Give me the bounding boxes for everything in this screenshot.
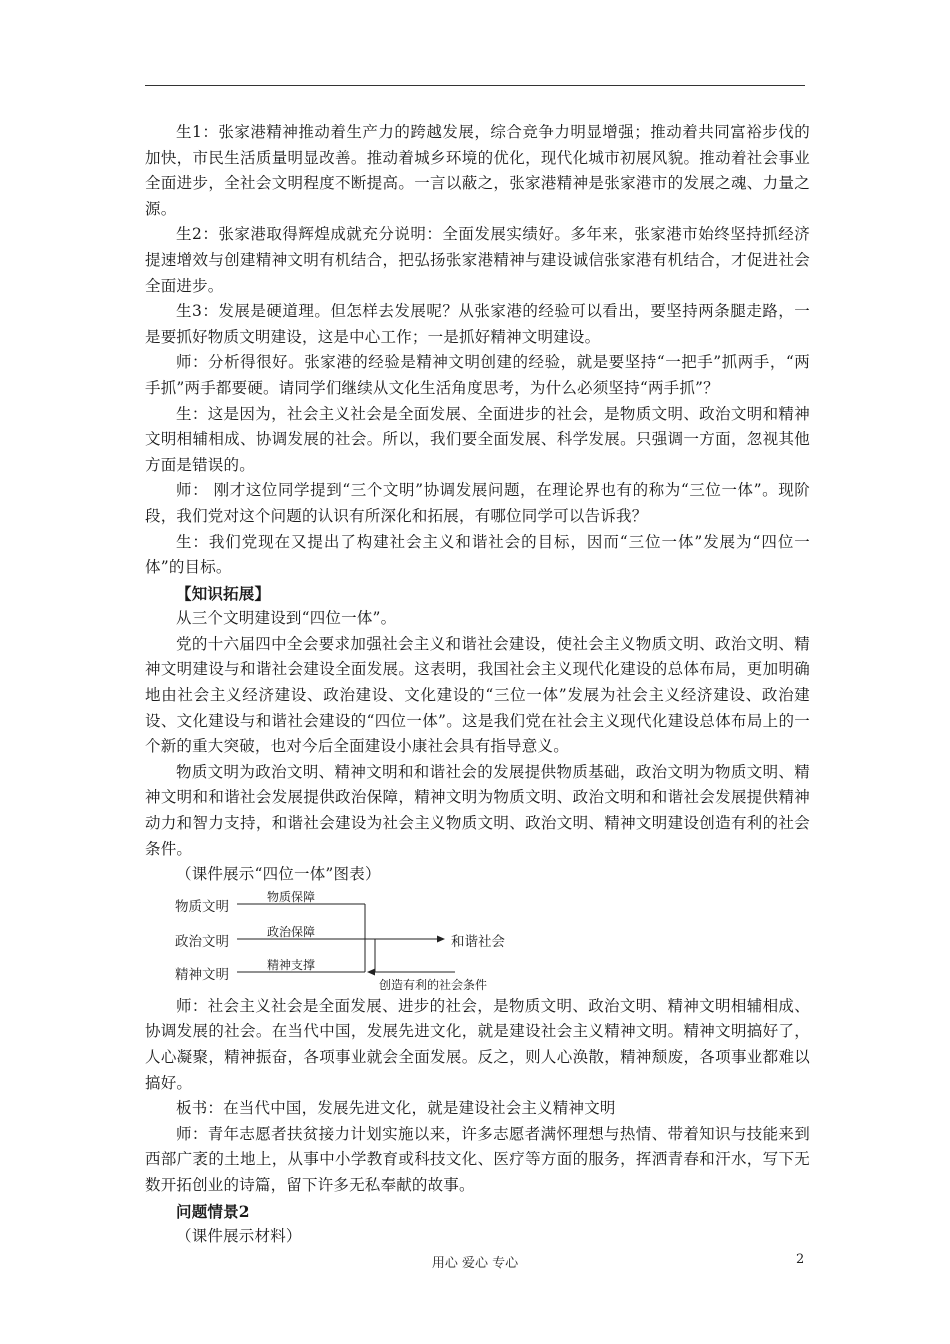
- diagram-edge-label: 物质保障: [267, 889, 316, 904]
- paragraph: 师：分析得很好。张家港的经验是精神文明创建的经验，就是要坚持“一把手”抓两手，“两手抓”两手都要硬。请同学们继续从文化生活角度思考，为什么必须坚持“两手抓”？: [145, 353, 810, 397]
- diagram-edge-label: 精神支撑: [267, 957, 316, 972]
- paragraph: 板书：在当代中国，发展先进文化，就是建设社会主义精神文明: [176, 1099, 616, 1118]
- diagram-node-harmony: 和谐社会: [451, 933, 505, 950]
- paragraph: 从三个文明建设到“四位一体”。: [176, 609, 397, 628]
- paragraph: 师：社会主义社会是全面发展、进步的社会，是物质文明、政治文明、精神文明相辅相成、协调发展的社会。在当代中国，发展先进文化，就是建设社会主义精神文明。精神文明搞好了，人心凝聚，精神振奋，各项事业就会全面发展。反之，则人心涣散，精神颓废，各项事业都难以搞好。: [145, 996, 810, 1092]
- paragraph: 生2：张家港取得辉煌成就充分说明：全面发展实绩好。多年来，张家港市始终坚持抓经济提速增效与创建精神文明有机结合，把弘扬张家港精神与建设诚信张家港有机结合，才促进社会全面进步。: [145, 225, 810, 295]
- section-heading: 问题情景2: [176, 1201, 250, 1221]
- diagram-node-political: 政治文明: [175, 933, 229, 950]
- page-number: 2: [796, 1252, 805, 1267]
- diagram-feedback-label: 创造有利的社会条件: [379, 977, 488, 992]
- diagram-node-material: 物质文明: [175, 898, 229, 915]
- paragraph: 师： 刚才这位同学提到“三个文明”协调发展问题，在理论界也有的称为“三位一体”。现阶段，我们党对这个问题的认识有所深化和拓展，有哪位同学可以告诉我？: [145, 481, 810, 525]
- diagram-edge-label: 政治保障: [267, 924, 316, 939]
- paragraph: 生1：张家港精神推动着生产力的跨越发展，综合竞争力明显增强；推动着共同富裕步伐的加快，市民生活质量明显改善。推动着城乡环境的优化，现代化城市初展风貌。推动着社会事业全面进步，全社会文明程度不断提高。一言以蔽之，张家港精神是张家港市的发展之魂、力量之源。: [145, 123, 810, 218]
- paragraph: 党的十六届四中全会要求加强社会主义和谐社会建设，使社会主义物质文明、政治文明、精神文明建设与和谐社会建设全面发展。这表明，我国社会主义现代化建设的总体布局，更加明确地由社会主义经济建设、政治建设、文化建设的“三位一体”发展为社会主义经济建设、政治建设、文化建设与和谐社会建设的“四位一体”。这是我们党在社会主义现代化建设总体布局上的一个新的重大突破，也对今后全面建设小康社会具有指导意义。: [145, 634, 810, 756]
- footer-slogan: 用心 爱心 专心: [431, 1256, 519, 1271]
- paragraph: 物质文明为政治文明、精神文明和和谐社会的发展提供物质基础，政治文明为物质文明、精神文明和和谐社会发展提供政治保障，精神文明为物质文明、政治文明和和谐社会发展提供精神动力和智力支持，和谐社会建设为社会主义物质文明、政治文明、精神文明建设创造有利的社会条件。: [145, 762, 810, 858]
- diagram-caption: （课件展示“四位一体”图表）: [176, 865, 381, 884]
- paragraph: 师：青年志愿者扶贫接力计划实施以来，许多志愿者满怀理想与热情、带着知识与技能来到西部广袤的土地上，从事中小学教育或科技文化、医疗等方面的服务，挥洒青春和汗水，写下无数开拓创业的诗篇，留下许多无私奉献的故事。: [145, 1124, 810, 1194]
- paragraph: 生：这是因为，社会主义社会是全面发展、全面进步的社会，是物质文明、政治文明和精神文明相辅相成、协调发展的社会。所以，我们要全面发展、科学发展。只强调一方面，忽视其他方面是错误的。: [145, 404, 810, 474]
- section-heading: 【知识拓展】: [176, 583, 271, 603]
- paragraph: 生：我们党现在又提出了构建社会主义和谐社会的目标，因而“三位一体”发展为“四位一体”的目标。: [145, 532, 810, 577]
- document-body: [145, 120, 810, 1250]
- paragraph: （课件展示材料）: [176, 1227, 302, 1246]
- four-in-one-diagram: [175, 889, 535, 992]
- diagram-node-spiritual: 精神文明: [175, 966, 229, 983]
- header-rule: [145, 85, 805, 86]
- paragraph: 生3：发展是硬道理。但怎样去发展呢？从张家港的经验可以看出，要坚持两条腿走路，一是要抓好物质文明建设，这是中心工作；一是抓好精神文明建设。: [145, 302, 810, 346]
